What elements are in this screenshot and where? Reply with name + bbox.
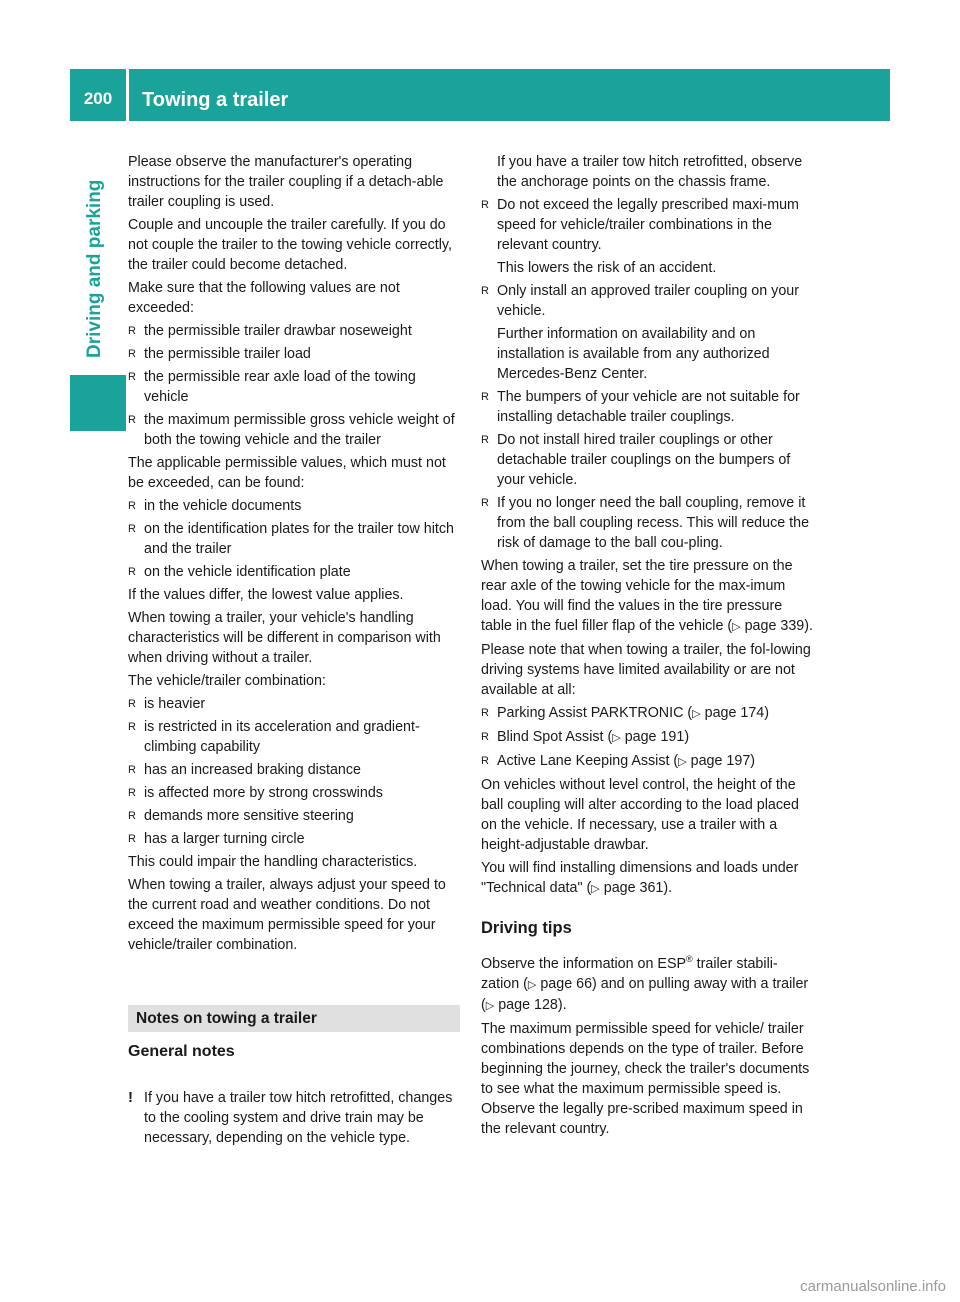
list-item-text: Parking Assist PARKTRONIC ( (497, 705, 693, 721)
list-item-text: the permissible trailer load (144, 346, 311, 362)
list-item (128, 694, 460, 714)
side-tab-label: Driving and parking (84, 179, 105, 358)
bullet-icon: R (128, 698, 136, 710)
paragraph-text: ). (804, 618, 813, 634)
paragraph: When towing a trailer, always adjust your speed to the current road and weather conditions. Do not exceed the maximum permissible speed for your vehicle/trailer combination. (128, 877, 446, 953)
list-item (128, 562, 460, 582)
page-number: 200 (83, 89, 113, 108)
list-item-text: is affected more by strong crosswinds (144, 785, 383, 801)
list-item-text: the permissible rear axle load of the towing vehicle (144, 369, 416, 405)
see-page-icon: ▷ (612, 732, 621, 744)
bullet-icon: R (128, 810, 136, 822)
bullet-icon: R (128, 414, 136, 426)
paragraph: The vehicle/trailer combination: (128, 673, 326, 689)
list-item-text: The bumpers of your vehicle are not suitable for installing detachable trailer couplings. (497, 389, 800, 425)
paragraph: Make sure that the following values are not exceeded: (128, 280, 400, 316)
bullet-icon: R (481, 497, 489, 509)
bullet-icon: R (128, 721, 136, 733)
list-item-text: the maximum permissible gross vehicle weight of both the towing vehicle and the trailer (144, 412, 455, 448)
bullet-icon: R (481, 199, 489, 211)
section-heading: Notes on towing a trailer (128, 1005, 460, 1032)
list-item (481, 387, 813, 427)
paragraph-text: ). (557, 997, 567, 1013)
paragraph (481, 858, 813, 899)
subheading: General notes (128, 1043, 235, 1060)
list-item (128, 496, 460, 516)
paragraph-text: When towing a trailer, set the tire pressure on the rear axle of the towing vehicle for the max-imum load. You will find the values in the tire pressure table in the fuel filler flap of the vehicle ( (481, 558, 793, 634)
bullet-icon: R (128, 764, 136, 776)
page-reference-link[interactable]: page 197 (690, 753, 751, 769)
bullet-icon: R (128, 325, 136, 337)
bullet-icon: R (481, 285, 489, 297)
paragraph: Further information on availability and on installation is available from any authorized Mercedes-Benz Center. (497, 326, 770, 382)
list-item (128, 321, 460, 341)
bullet-icon: R (128, 500, 136, 512)
list-item (481, 493, 813, 553)
list-item-text: has an increased braking distance (144, 762, 361, 778)
list-item (128, 829, 460, 849)
list-item-text: the permissible trailer drawbar noseweight (144, 323, 412, 339)
paragraph: Please note that when towing a trailer, the fol-lowing driving systems have limited availability or are not available at all: (481, 642, 811, 698)
list-item (128, 367, 460, 407)
bullet-icon: R (481, 707, 489, 719)
paragraph (481, 954, 813, 1016)
side-tab-marker (70, 375, 126, 431)
list-item-text: Only install an approved trailer coupling on your vehicle. (497, 283, 799, 319)
paragraph: This lowers the risk of an accident. (497, 260, 717, 276)
paragraph: When towing a trailer, your vehicle's handling characteristics will be different in comparison with when driving without a trailer. (128, 610, 441, 666)
list-item (128, 344, 460, 364)
paragraph (481, 556, 813, 637)
list-item (481, 281, 813, 321)
list-item-text: is restricted in its acceleration and gradient-climbing capability (144, 719, 420, 755)
paragraph: On vehicles without level control, the height of the ball coupling will alter according to the load placed on the vehicle. If necessary, use a trailer with a height-adjustable drawbar. (481, 777, 799, 853)
warning-note (128, 1088, 460, 1148)
bullet-icon: R (128, 566, 136, 578)
list-item-text: is heavier (144, 696, 206, 712)
warning-note-text: If you have a trailer tow hitch retrofitted, changes to the cooling system and drive train may be necessary, depending on the vehicle type. (144, 1090, 453, 1146)
list-item (128, 783, 460, 803)
see-page-icon: ▷ (527, 979, 537, 991)
bullet-icon: R (481, 391, 489, 403)
list-item-text: has a larger turning circle (144, 831, 305, 847)
list-item-text: Do not install hired trailer couplings or other detachable trailer couplings on the bumpers of your vehicle. (497, 432, 791, 488)
list-item-text: on the vehicle identification plate (144, 564, 351, 580)
bullet-icon: R (128, 371, 136, 383)
see-page-icon: ▷ (732, 621, 741, 633)
paragraph: This could impair the handling characteristics. (128, 854, 418, 870)
bullet-icon: R (128, 833, 136, 845)
list-item (128, 410, 460, 450)
list-item: R Active Lane Keeping Assist (▷ page 197) (481, 753, 756, 769)
list-item (128, 760, 460, 780)
paragraph-text: ). (663, 880, 673, 896)
list-item-text: in the vehicle documents (144, 498, 302, 514)
page-reference-link[interactable]: page 361 (603, 880, 664, 896)
see-page-icon: ▷ (692, 708, 701, 720)
paragraph-text: ) and on pulling away with a trailer ( (481, 976, 809, 1013)
page-reference-link[interactable]: page 66 (540, 976, 593, 992)
page-reference-link[interactable]: page 174 (704, 705, 765, 721)
bullet-icon: R (128, 348, 136, 360)
bullet-icon: R (481, 434, 489, 446)
paragraph: Couple and uncouple the trailer carefully. If you do not couple the trailer to the towing vehicle correctly, the trailer could become detached. (128, 217, 452, 273)
list-item (128, 717, 460, 757)
registered-mark: ® (686, 954, 693, 965)
page-reference-link[interactable]: page 191 (624, 729, 685, 745)
warning-icon: ! (128, 1089, 133, 1106)
bullet-icon: R (128, 523, 136, 535)
list-item-text: Blind Spot Assist ( (497, 729, 613, 745)
list-item-text: demands more sensitive steering (144, 808, 354, 824)
list-item-text: Do not exceed the legally prescribed maxi-mum speed for vehicle/trailer combinations in the relevant country. (497, 197, 799, 253)
left-column (128, 152, 460, 1148)
paragraph-text: Observe the information on ESP (481, 956, 687, 972)
page-reference-link[interactable]: page 128 (498, 997, 558, 1013)
list-item (128, 519, 460, 559)
paragraph: If you have a trailer tow hitch retrofitted, observe the anchorage points on the chassis frame. (497, 154, 803, 190)
header-divider (126, 69, 129, 121)
list-item-text: on the identification plates for the trailer tow hitch and the trailer (144, 521, 454, 557)
page-title: Towing a trailer (142, 89, 289, 111)
page-reference-link[interactable]: page 339 (744, 618, 805, 634)
list-item: R Parking Assist PARKTRONIC (▷ page 174) (481, 705, 770, 721)
bullet-icon: R (481, 731, 489, 743)
see-page-icon: ▷ (485, 1000, 495, 1012)
list-item (481, 430, 813, 490)
paragraph: The maximum permissible speed for vehicle/ trailer combinations depends on the type of trailer. Before beginning the journey, check the trailer's documents to see what the maximum permissible speed is. Observe the legally pre-scribed maximum speed in the relevant country. (481, 1021, 810, 1137)
paragraph-text: You will find installing dimensions and loads under "Technical data" ( (481, 860, 799, 896)
see-page-icon: ▷ (591, 883, 600, 895)
list-item (128, 806, 460, 826)
paragraph: If the values differ, the lowest value applies. (128, 587, 404, 603)
list-item-text: Active Lane Keeping Assist ( (497, 753, 679, 769)
watermark: carmanualsonline.info (800, 1278, 946, 1295)
bullet-icon: R (481, 755, 489, 767)
paragraph-text: trailer stabili-zation ( (481, 956, 778, 992)
section-heading: Driving tips (481, 919, 572, 937)
see-page-icon: ▷ (678, 756, 687, 768)
list-item: R Blind Spot Assist (▷ page 191) (481, 729, 690, 745)
list-item-text: If you no longer need the ball coupling, remove it from the ball coupling recess. This will reduce the risk of damage to the ball cou-pling. (497, 495, 810, 551)
right-column (481, 152, 813, 1142)
list-item (481, 195, 813, 255)
paragraph: Please observe the manufacturer's operating instructions for the trailer coupling if a detach-able trailer coupling is used. (128, 154, 444, 210)
paragraph: The applicable permissible values, which must not be exceeded, can be found: (128, 455, 446, 491)
bullet-icon: R (128, 787, 136, 799)
